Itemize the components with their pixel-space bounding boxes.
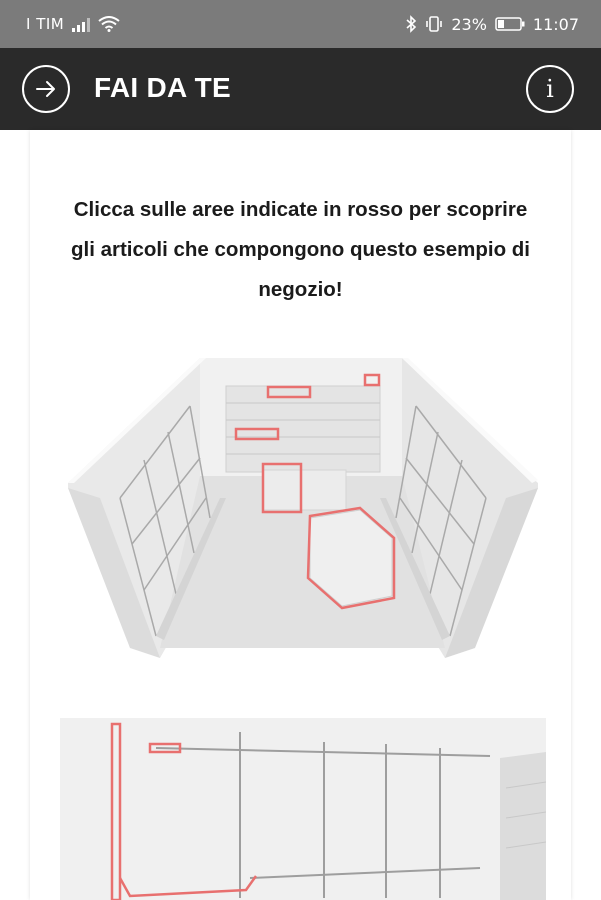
back-button[interactable]	[22, 65, 70, 113]
wifi-icon	[98, 16, 120, 32]
status-right	[405, 15, 579, 34]
app-bar	[0, 48, 601, 130]
battery-percent: 23%	[451, 14, 487, 34]
battery-icon	[495, 17, 525, 31]
content-card	[30, 130, 571, 900]
status-bar	[0, 0, 601, 48]
shelf-image	[60, 718, 546, 900]
signal-icon	[72, 16, 90, 32]
page-title: FAI DA TE	[94, 72, 231, 103]
vibrate-icon	[425, 15, 443, 33]
intro-text: Clicca sulle aree indicate in rosso per scoprire gli articoli che compongono questo esempio di negozio!	[70, 198, 531, 301]
clock: 11:07	[532, 14, 579, 34]
status-left	[26, 15, 120, 33]
info-icon: i	[546, 75, 554, 103]
bluetooth-icon	[405, 15, 417, 33]
shop-room-image	[60, 348, 546, 668]
carrier-label: I TIM	[26, 15, 65, 33]
info-button[interactable]	[526, 65, 574, 113]
arrow-right-icon	[35, 80, 57, 98]
